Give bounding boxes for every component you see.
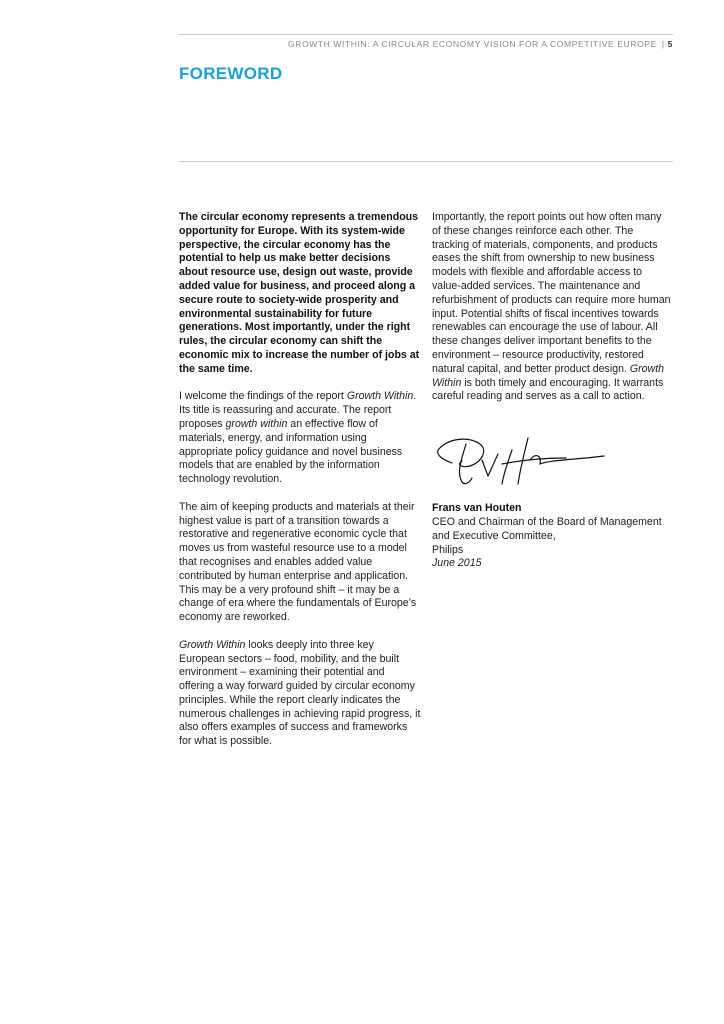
section-title: FOREWORD [179, 64, 283, 83]
page-number: 5 [667, 39, 673, 49]
lead-paragraph: The circular economy represents a tremendous opportunity for Europe. With its system-wide perspective, the circular economy has the potential to help us make better decisions about resource use, design out waste, provide added value for business, and proceed along a secure route to society-wide prosperity and environmental sustainability for future generations. Most importantly, under the right rules, the circular economy can shift the economic mix to increase the number of jobs at the same time. [179, 211, 420, 375]
running-header [179, 39, 673, 49]
signature-date: June 2015 [432, 557, 482, 570]
left-column [179, 211, 421, 749]
signer-role: CEO and Chairman of the Board of Management and Executive Committee, [432, 515, 662, 542]
header-rule [179, 34, 673, 35]
paragraph-findings: I welcome the findings of the report Growth Within. Its title is reassuring and accurate. The report proposes growth within an effective flow of materials, energy, and information using appropriate policy guidance and novel business models that are enabled by the information technology revolution. [179, 390, 417, 486]
paragraph-importance: Importantly, the report points out how often many of these changes reinforce each other. The tracking of materials, components, and products eases the shift from ownership to new business models with flexible and affordable access to value-added services. The maintenance and refurbishment of products can require more human input. Potential shifts of fiscal incentives towards renewables can encourage the use of labour. All these changes deliver important benefits to the environment – resource productivity, restored natural capital, and better product design. Growth Within is both timely and encouraging. It warrants careful reading and serves as a call to action. [432, 211, 671, 403]
header-separator: | [661, 39, 665, 49]
paragraph-sectors: Growth Within looks deeply into three key European sectors – food, mobility, and the built environment – examining their potential and offering a way forward guided by circular economy principles. While the report clearly indicates the numerous challenges in achieving rapid progress, it also offers examples of success and frameworks for what is possible. [179, 638, 421, 748]
running-title: GROWTH WITHIN: A CIRCULAR ECONOMY VISION FOR A COMPETITIVE EUROPE [287, 39, 657, 49]
report-title: Growth Within [179, 638, 246, 651]
signer-organization: Philips [432, 543, 464, 556]
signer-name: Frans van Houten [432, 502, 522, 515]
report-title: Growth Within [346, 390, 414, 403]
signature [432, 430, 672, 492]
section-divider [179, 161, 673, 162]
handwritten-signature-icon [432, 430, 612, 492]
right-column [432, 211, 672, 571]
emphasis-growth-within: growth within [225, 417, 288, 430]
paragraph-transition: The aim of keeping products and materials at their highest value is part of a transition towards a restorative and regenerative economic cycle that moves us from wasteful resource use to a model that recognises and enables added value contributed by human enterprise and application. This may be a very profound shift – it may be a change of era where the fundamentals of Europe’s economy are reworked. [179, 500, 417, 624]
report-title: Growth Within [432, 362, 665, 389]
